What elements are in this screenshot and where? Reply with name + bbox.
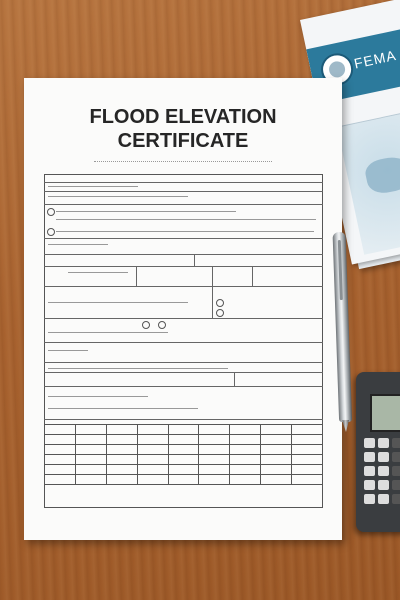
field-text	[48, 350, 88, 351]
calculator-key	[392, 466, 400, 476]
form-divider	[212, 266, 213, 286]
calculator-key	[378, 452, 389, 462]
field-line	[48, 408, 198, 409]
form-rule	[44, 254, 323, 255]
radio-option[interactable]	[158, 321, 166, 329]
checkbox-circle[interactable]	[47, 208, 55, 216]
calculator-key	[378, 494, 389, 504]
field-line	[56, 219, 316, 220]
table-row	[45, 425, 323, 435]
form-rule	[44, 318, 323, 319]
calculator-icon	[356, 372, 400, 532]
form-rule	[44, 372, 323, 373]
section-a-text	[48, 186, 138, 187]
calculator-key	[392, 438, 400, 448]
form-rule	[44, 419, 323, 420]
field-text	[48, 244, 108, 245]
radio-option[interactable]	[142, 321, 150, 329]
field-text	[56, 231, 314, 232]
form-divider	[212, 286, 213, 318]
form-divider	[234, 372, 235, 386]
calculator-key	[378, 480, 389, 490]
form-rule	[44, 204, 323, 205]
calculator-screen	[370, 394, 400, 432]
form-rule	[44, 286, 323, 287]
form-rule	[44, 238, 323, 239]
field-line	[48, 396, 148, 397]
calculator-key	[364, 466, 375, 476]
field-text	[48, 196, 188, 197]
table-row	[45, 465, 323, 475]
section-heading-text	[48, 368, 228, 369]
certificate-subtitle-line	[94, 161, 272, 162]
table-row	[45, 435, 323, 445]
form-rule	[44, 362, 323, 363]
form-rule	[44, 386, 323, 387]
fema-logo-text: FEMA	[352, 46, 398, 72]
calculator-key	[392, 480, 400, 490]
calculator-key	[364, 480, 375, 490]
certificate-paper	[24, 78, 342, 540]
form-divider	[252, 266, 253, 286]
form-divider	[194, 254, 195, 266]
radio-option[interactable]	[216, 309, 224, 317]
certificate-title-line1: FLOOD ELEVATION	[89, 106, 277, 128]
calculator-key	[364, 452, 375, 462]
form-rule	[44, 182, 323, 183]
form-rule	[44, 191, 323, 192]
field-line	[68, 272, 128, 273]
field-text	[48, 302, 188, 303]
calculator-key	[392, 452, 400, 462]
table-row	[45, 475, 323, 485]
field-line	[48, 332, 168, 333]
calculator-key	[364, 494, 375, 504]
field-text	[56, 211, 236, 212]
table-row	[45, 455, 323, 465]
calculator-key	[392, 494, 400, 504]
certificate-form	[44, 174, 323, 508]
form-divider	[136, 266, 137, 286]
booklet-map-image	[337, 106, 400, 255]
pen-tip	[342, 420, 349, 432]
calculator-key	[378, 438, 389, 448]
form-rule	[44, 342, 323, 343]
checkbox-circle[interactable]	[47, 228, 55, 236]
table-row	[45, 445, 323, 455]
elevation-table	[44, 424, 323, 485]
radio-option[interactable]	[216, 299, 224, 307]
calculator-key	[364, 438, 375, 448]
certificate-title-line2: CERTIFICATE	[117, 130, 249, 152]
form-rule	[44, 266, 323, 267]
calculator-key	[378, 466, 389, 476]
